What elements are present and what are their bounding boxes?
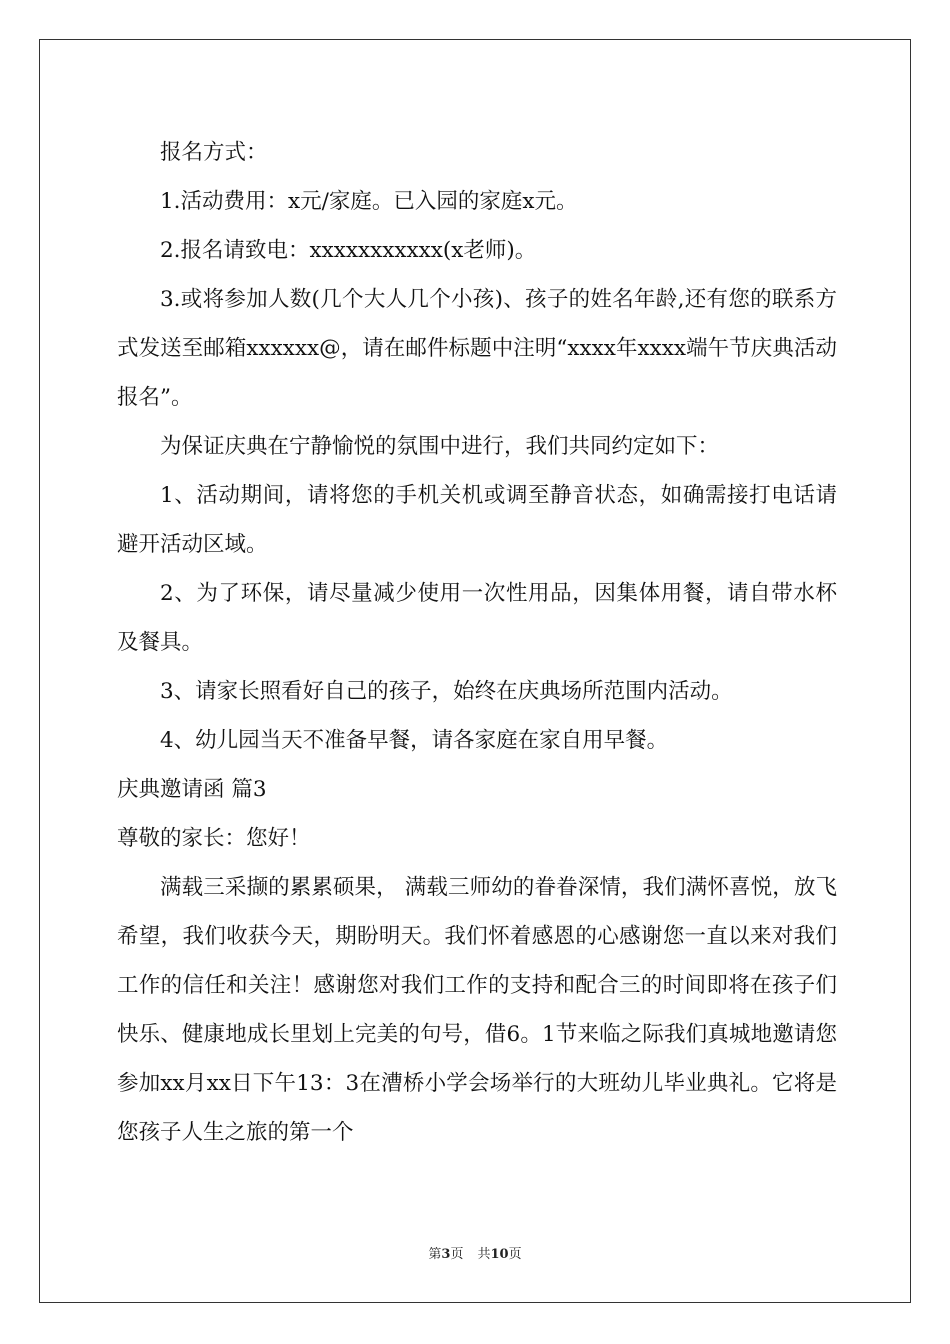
page-footer	[0, 1247, 950, 1263]
rule-2: 2、为了环保，请尽量减少使用一次性用品，因集体用餐，请自带水杯及餐具。	[117, 581, 837, 655]
invitation-body: 满载三采撷的累累硕果， 满载三师幼的眷眷深情，我们满怀喜悦，放飞希望，我们收获今天，期盼明天。我们怀着感恩的心感谢您一直以来对我们工作的信任和关注！感谢您对我们工作的支持和配合三的时间即将在孩子们快乐、健康地成长里划上完美的句号，借6。1节来临之际我们真城地邀请您参加xx月xx日下午13：3在漕桥小学会场举行的大班幼儿毕业典礼。它将是您孩子人生之旅的第一个	[117, 875, 837, 1145]
rule-4: 4、幼儿园当天不准备早餐，请各家庭在家自用早餐。	[160, 728, 669, 753]
page-prefix: 第	[428, 1247, 442, 1262]
greeting: 尊敬的家长：您好！	[117, 826, 311, 851]
email-item: 3.或将参加人数(几个大人几个小孩)、孩子的姓名年龄,还有您的联系方式发送至邮箱xxxxxx@，请在邮件标题中注明“xxxx年xxxx端午节庆典活动报名”。	[117, 287, 837, 410]
document-body	[117, 128, 837, 1157]
total-suffix: 页	[508, 1247, 522, 1262]
total-prefix: 共	[477, 1247, 491, 1262]
phone-item: 2.报名请致电：xxxxxxxxxxx(x老师)。	[160, 238, 537, 263]
page-current: 3	[441, 1247, 451, 1262]
signup-heading: 报名方式：	[160, 140, 268, 165]
page-total: 10	[490, 1247, 509, 1262]
rule-1: 1、活动期间，请将您的手机关机或调至静音状态，如确需接打电话请避开活动区域。	[117, 483, 837, 557]
rule-3: 3、请家长照看好自己的孩子，始终在庆典场所范围内活动。	[160, 679, 733, 704]
fee-item: 1.活动费用：x元/家庭。已入园的家庭x元。	[160, 189, 578, 214]
agreement-intro: 为保证庆典在宁静愉悦的氛围中进行，我们共同约定如下：	[160, 434, 720, 459]
section-title: 庆典邀请函 篇3	[117, 777, 267, 802]
page-suffix: 页	[450, 1247, 464, 1262]
